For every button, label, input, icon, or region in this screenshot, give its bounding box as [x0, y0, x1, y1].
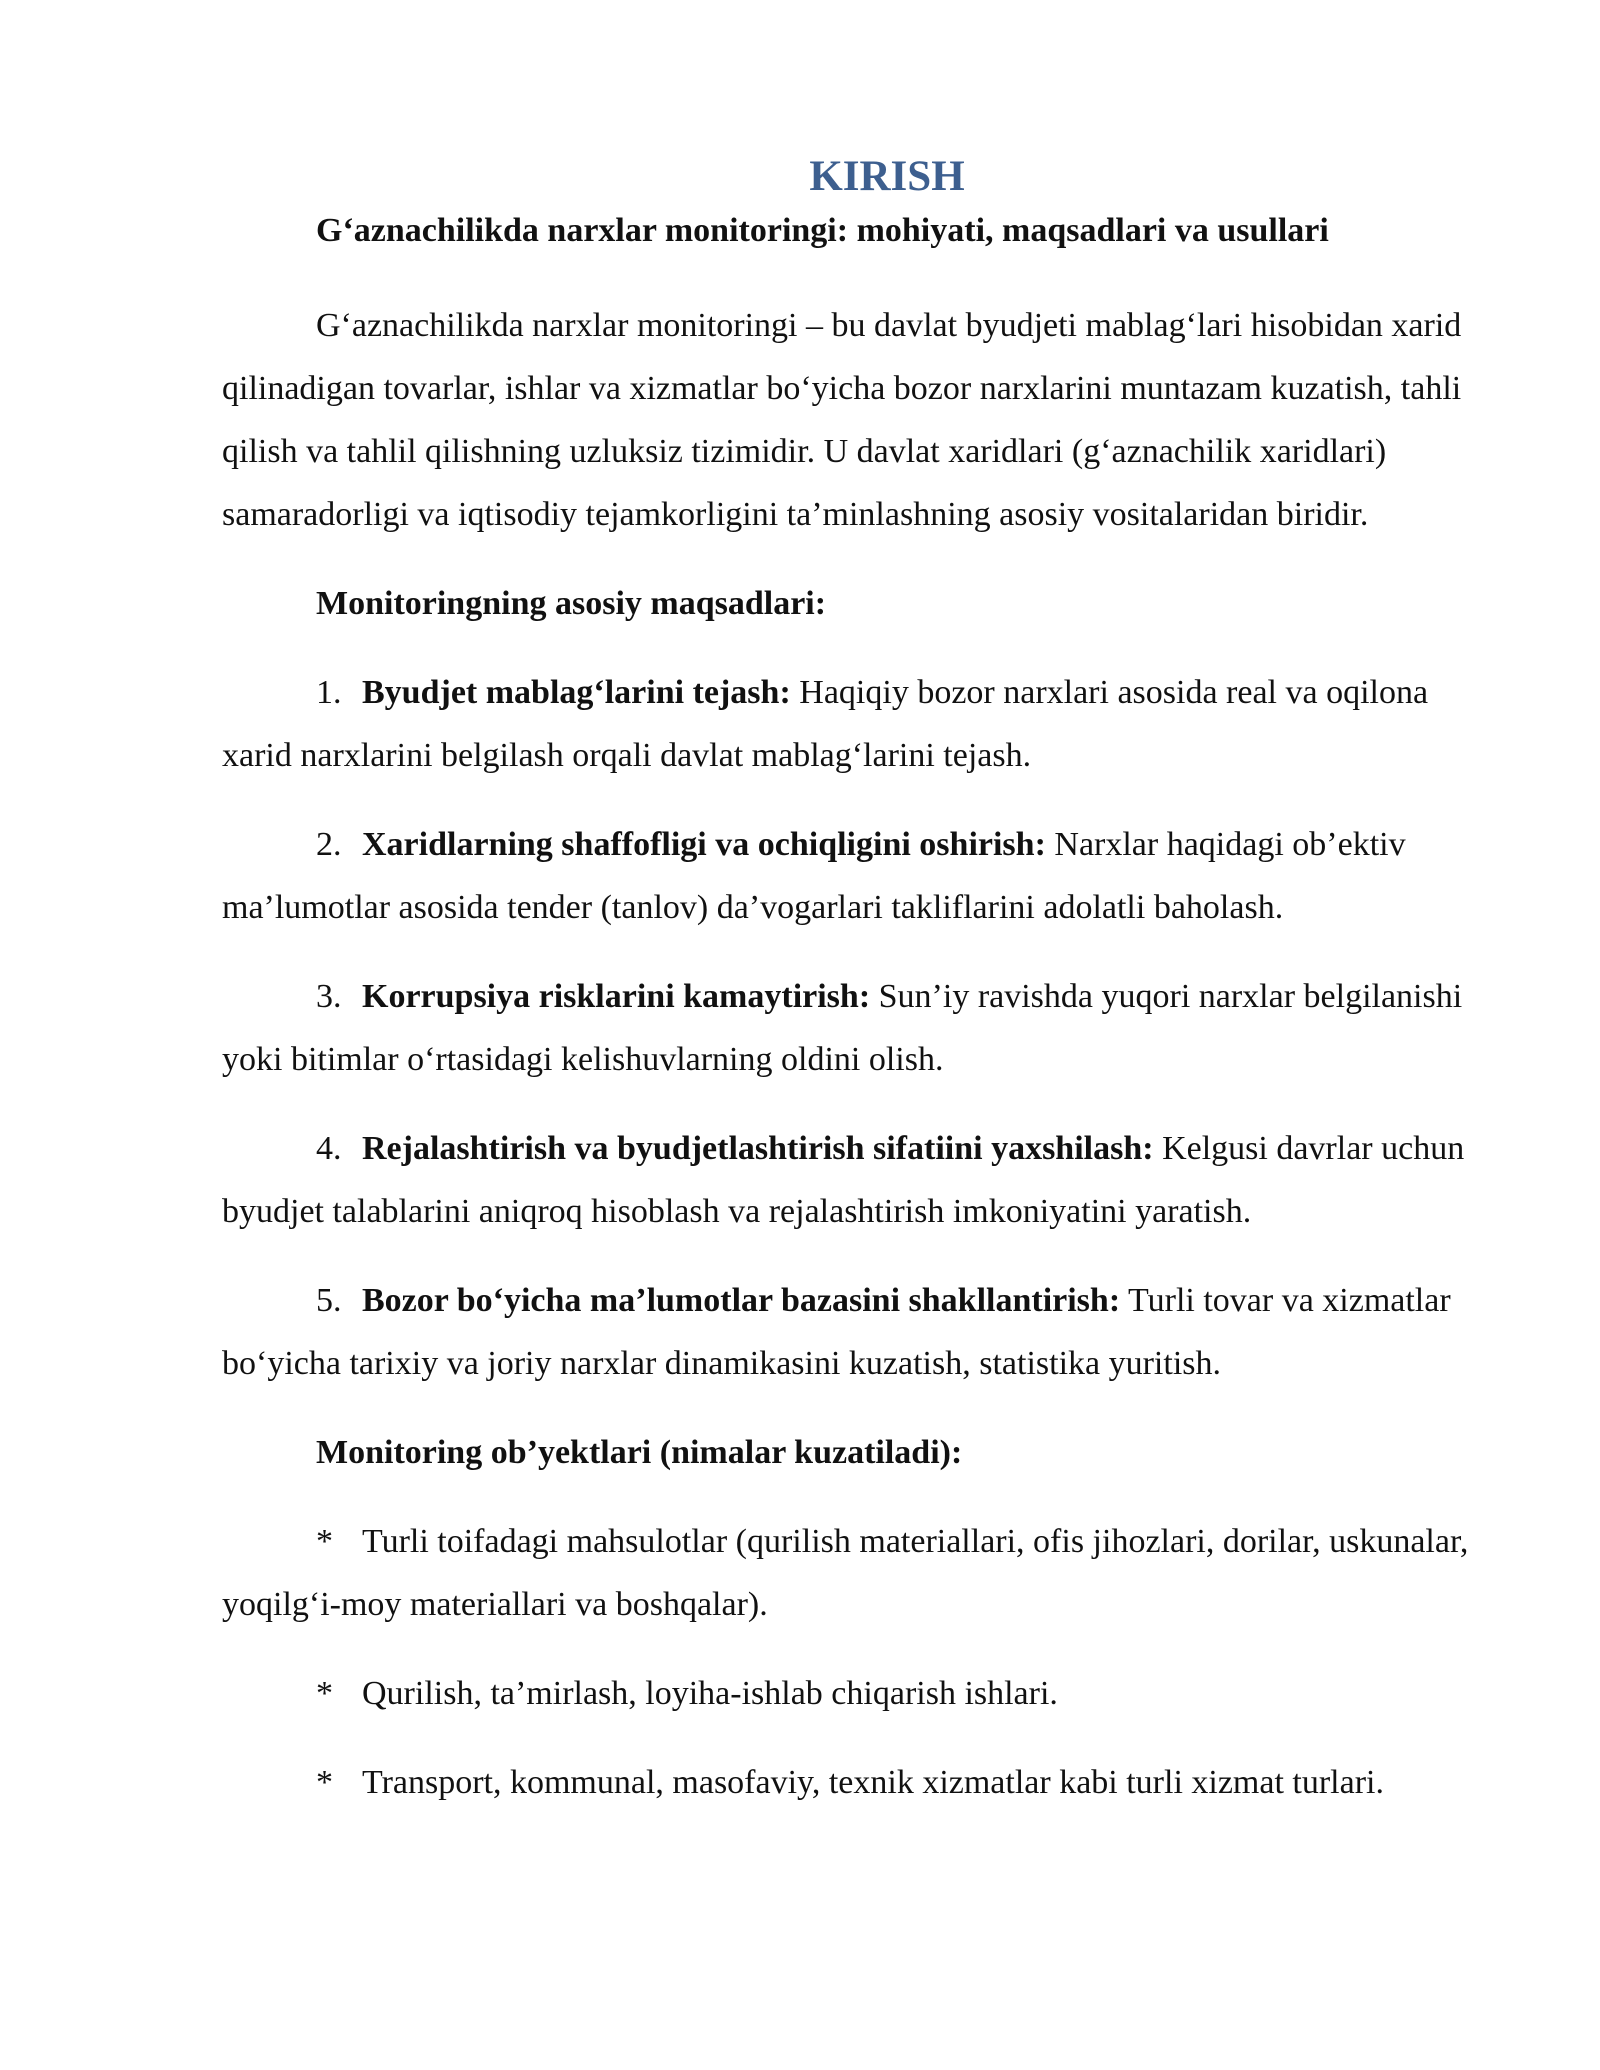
goal-title: Korrupsiya risklarini kamaytirish:	[362, 978, 871, 1015]
object-text: Qurilish, ta’mirlash, loyiha-ishlab chiqarish ishlari.	[362, 1675, 1058, 1712]
goal-number: 1.	[316, 674, 342, 711]
goal-number: 4.	[316, 1130, 342, 1167]
document-subtitle: G‘aznachilikda narxlar monitoringi: mohiyati, maqsadlari va usullari	[316, 212, 1329, 249]
goal-text: Turli tovar va xizmatlar bo‘yicha tarixiy va joriy narxlar dinamikasini kuzatish, statistika yuritish.	[222, 1282, 1451, 1382]
goal-text: Kelgusi davrlar uchun byudjet talablarini aniqroq hisoblash va rejalashtirish imkoniyatini yaratish.	[222, 1130, 1465, 1230]
goal-number: 5.	[316, 1282, 342, 1319]
bullet-marker: *	[316, 1764, 333, 1801]
goal-text: Sun’iy ravishda yuqori narxlar belgilanishi yoki bitimlar o‘rtasidagi kelishuvlarning oldini olish.	[222, 978, 1463, 1078]
goal-title: Xaridlarning shaffofligi va ochiqligini oshirish:	[362, 826, 1046, 863]
goal-number: 3.	[316, 978, 342, 1015]
goal-item-2	[222, 813, 1492, 939]
goals-heading: Monitoringning asosiy maqsadlari:	[316, 585, 827, 622]
document-body	[222, 145, 1492, 1814]
bullet-marker: *	[316, 1675, 333, 1712]
goal-item-5	[222, 1269, 1492, 1395]
goal-number: 2.	[316, 826, 342, 863]
goal-item-1	[222, 661, 1492, 787]
intro-paragraph: G‘aznachilikda narxlar monitoringi – bu davlat byudjeti mablag‘lari hisobidan xarid qilinadigan tovarlar, ishlar va xizmatlar bo‘yicha bozor narxlarini muntazam kuzatish, tahli qilish va tahlil qilishning uzluksiz tizimidir. U davlat xaridlari (g‘aznachilik xaridlari) samaradorligi va iqtisodiy tejamkorligini ta’minlashning asosiy vositalaridan biridir.	[222, 307, 1462, 533]
goal-title: Bozor bo‘yicha ma’lumotlar bazasini shakllantirish:	[362, 1282, 1121, 1319]
document-title: KIRISH	[809, 153, 965, 200]
object-item-2	[222, 1662, 1492, 1725]
object-item-3	[222, 1751, 1492, 1814]
goal-item-4	[222, 1117, 1492, 1243]
object-text: Turli toifadagi mahsulotlar (qurilish materiallari, ofis jihozlari, dorilar, uskunalar, yoqilg‘i-moy materiallari va boshqalar).	[222, 1523, 1469, 1623]
goal-text: Narxlar haqidagi ob’ektiv ma’lumotlar asosida tender (tanlov) da’vogarlari takliflarini adolatli baholash.	[222, 826, 1406, 926]
objects-heading: Monitoring ob’yektlari (nimalar kuzatiladi):	[316, 1434, 963, 1471]
goal-text: Haqiqiy bozor narxlari asosida real va oqilona xarid narxlarini belgilash orqali davlat mablag‘larini tejash.	[222, 674, 1429, 774]
object-item-1	[222, 1510, 1492, 1636]
goal-title: Byudjet mablag‘larini tejash:	[362, 674, 791, 711]
goal-title: Rejalashtirish va byudjetlashtirish sifatiini yaxshilash:	[362, 1130, 1154, 1167]
object-text: Transport, kommunal, masofaviy, texnik xizmatlar kabi turli xizmat turlari.	[362, 1764, 1384, 1801]
goal-item-3	[222, 965, 1492, 1091]
bullet-marker: *	[316, 1523, 333, 1560]
